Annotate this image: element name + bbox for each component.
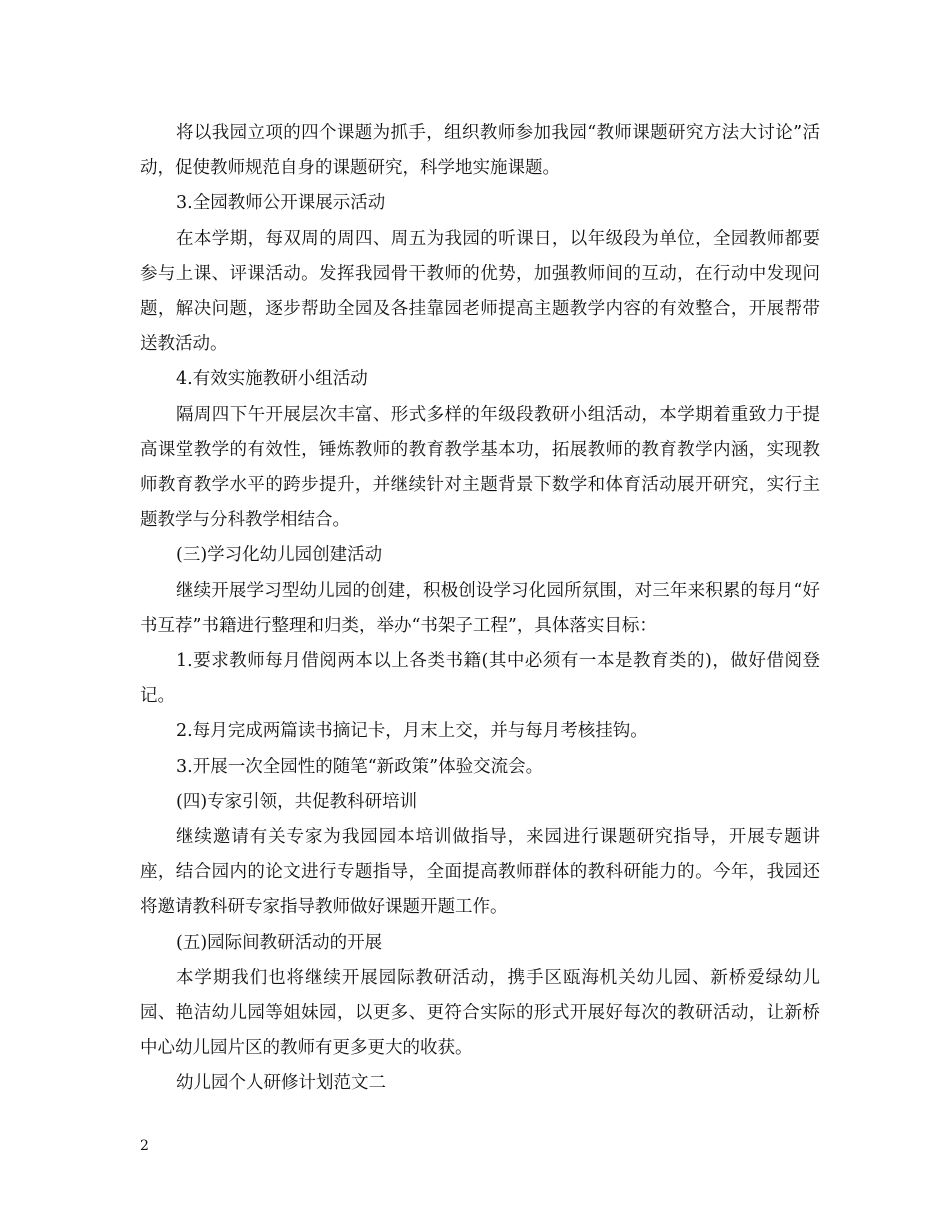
page-number: 2 <box>140 1138 149 1154</box>
paragraph-topic-grasp: 将以我园立项的四个课题为抓手，组织教师参加我园“教师课题研究方法大讨论”活动，促使教师规范自身的课题研究，科学地实施课题。 <box>140 123 820 179</box>
list-item-reading-cards: 2.每月完成两篇读书摘记卡，月末上交，并与每月考核挂钩。 <box>176 721 648 742</box>
paragraph-research-group: 隔周四下午开展层次丰富、形式多样的年级段教研小组活动，本学期着重致力于提高课堂教学的有效性，锤炼教师的教育教学基本功，拓展教师的教育教学内涵，实现教师教育教学水平的跨步提升，并继续针对主题背景下数学和体育活动展开研究，实行主题教学与分科教学相结合。 <box>140 404 820 531</box>
paragraph-expert-guidance: 继续邀请有关专家为我园园本培训做指导，来园进行课题研究指导，开展专题讲座，结合园内的论文进行专题指导，全面提高教师群体的教科研能力的。今年，我园还将邀请教科研专家指导教师做好课题开题工作。 <box>140 827 820 918</box>
heading-learning-kindergarten: (三)学习化幼儿园创建活动 <box>176 545 383 566</box>
heading-inter-kindergarten: (五)园际间教研活动的开展 <box>176 932 383 953</box>
list-item-exchange-meeting: 3.开展一次全园性的随笔“新政策”体验交流会。 <box>176 756 544 777</box>
paragraph-learning-kindergarten: 继续开展学习型幼儿园的创建，积极创设学习化园所氛围，对三年来积累的每月“好书互荐”书籍进行整理和归类，举办“书架子工程”，具体落实目标： <box>140 580 820 636</box>
heading-research-group: 4.有效实施教研小组活动 <box>176 369 368 390</box>
paragraph-inter-kindergarten: 本学期我们也将继续开展园际教研活动，携手区瓯海机关幼儿园、新桥爱绿幼儿园、艳洁幼儿园等姐妹园，以更多、更符合实际的形式开展好每次的教研活动，让新桥中心幼儿园片区的教师有更多更大的收获。 <box>140 967 820 1059</box>
heading-sample-two: 幼儿园个人研修计划范文二 <box>176 1073 386 1094</box>
body-text <box>140 116 820 1102</box>
heading-open-class-activity: 3.全园教师公开课展示活动 <box>176 193 386 214</box>
list-item-borrow-books: 1.要求教师每月借阅两本以上各类书籍(其中必须有一本是教育类的)，做好借阅登记。 <box>140 651 820 707</box>
paragraph-open-class: 在本学期，每双周的周四、周五为我园的听课日，以年级段为单位，全园教师都要参与上课、评课活动。发挥我园骨干教师的优势，加强教师间的互动，在行动中发现问题，解决问题，逐步帮助全园及各挂靠园老师提高主题教学内容的有效整合，开展帮带送教活动。 <box>140 228 820 355</box>
heading-expert-guidance: (四)专家引领，共促教科研培训 <box>176 791 418 812</box>
